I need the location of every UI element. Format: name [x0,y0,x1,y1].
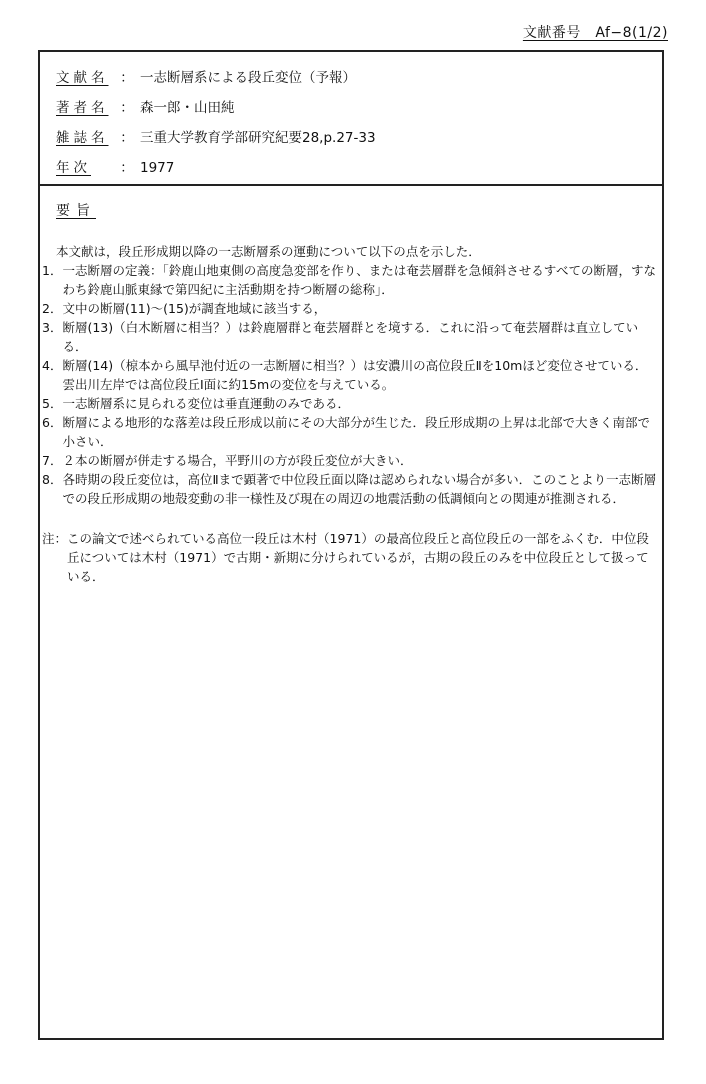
item-number: 5． [42,396,63,411]
summary-section [40,186,662,1040]
title-label: 文献名 [56,70,109,86]
item-text: 文中の断層(11)〜(15)が調査地域に該当する， [62,301,327,316]
summary-body [40,242,662,586]
item-number: 7． [42,453,63,468]
item-text: 断層(13)（白木断層に相当？）は鈴鹿層群と奄芸層群とを境する．これに沿って奄芸層群は直立している． [62,320,639,354]
summary-item [40,299,662,318]
document-frame [38,50,664,1040]
journal-row [56,126,376,146]
item-text: 断層(14)（椋本から風早池付近の一志断層に相当？）は安濃川の高位段丘Ⅱを10mほど変位させている．雲出川左岸では高位段丘Ⅰ面に約15mの変位を与えている。 [62,358,648,392]
item-number: 2． [42,301,63,316]
authors-value: 森一郎・山田純 [140,100,235,116]
summary-intro: 本文献は，段丘形成期以降の一志断層系の運動について以下の点を示した． [56,244,481,259]
title-separator: ： [120,70,134,86]
year-label: 年次 [56,160,91,176]
title-row [56,66,356,86]
item-text: 各時期の段丘変位は，高位Ⅱまで顕著で中位段丘面以降は認められない場合が多い．このことより一志断層での段丘形成期の地殻変動の非一様性及び現在の周辺の地震活動の低調傾向との関連が推測される． [62,472,657,506]
authors-label: 著者名 [56,100,109,116]
summary-heading: 要旨 [56,203,96,219]
title-value: 一志断層系による段丘変位（予報） [140,70,356,86]
summary-list [40,261,662,508]
summary-note [40,529,662,586]
summary-item [40,451,662,470]
summary-item [40,394,662,413]
summary-item [40,470,662,508]
journal-label: 雑誌名 [56,130,109,146]
summary-item [40,413,662,451]
note-label: 注： [42,531,68,546]
item-text: ２本の断層が併走する場合，平野川の方が段丘変位が大きい． [62,453,413,468]
year-value: 1977 [140,160,175,176]
authors-separator: ： [120,100,134,116]
summary-item [40,261,662,299]
bibliographic-header [40,52,662,186]
document-number: 文献番号 Af−8(1/2) [522,25,668,41]
summary-item [40,318,662,356]
item-text: 一志断層の定義：「鈴鹿山地東側の高度急変部を作り、または奄芸層群を急傾斜させるすべての断層，すなわち鈴鹿山脈東縁で第四紀に主活動期を持つ断層の総称」． [62,263,656,297]
item-number: 6． [42,415,63,430]
item-text: 一志断層系に見られる変位は垂直運動のみである． [62,396,350,411]
item-text: 断層による地形的な落差は段丘形成以前にその大部分が生じた．段丘形成期の上昇は北部で大きく南部で小さい． [62,415,650,449]
note-text: この論文で述べられている高位一段丘は木村（1971）の最高位段丘と高位段丘の一部をふくむ．中位段丘については木村（1971）で古期・新期に分けられているが，古期の段丘のみを中位段丘として扱っている． [67,531,649,584]
journal-value: 三重大学教育学部研究紀要28,p.27-33 [140,130,376,146]
item-number: 8． [42,472,63,487]
year-row [56,156,174,176]
item-number: 1． [42,263,63,278]
summary-item [40,356,662,394]
journal-separator: ： [120,130,134,146]
item-number: 3． [42,320,63,335]
item-number: 4． [42,358,63,373]
authors-row [56,96,235,116]
year-separator: ： [120,160,134,176]
